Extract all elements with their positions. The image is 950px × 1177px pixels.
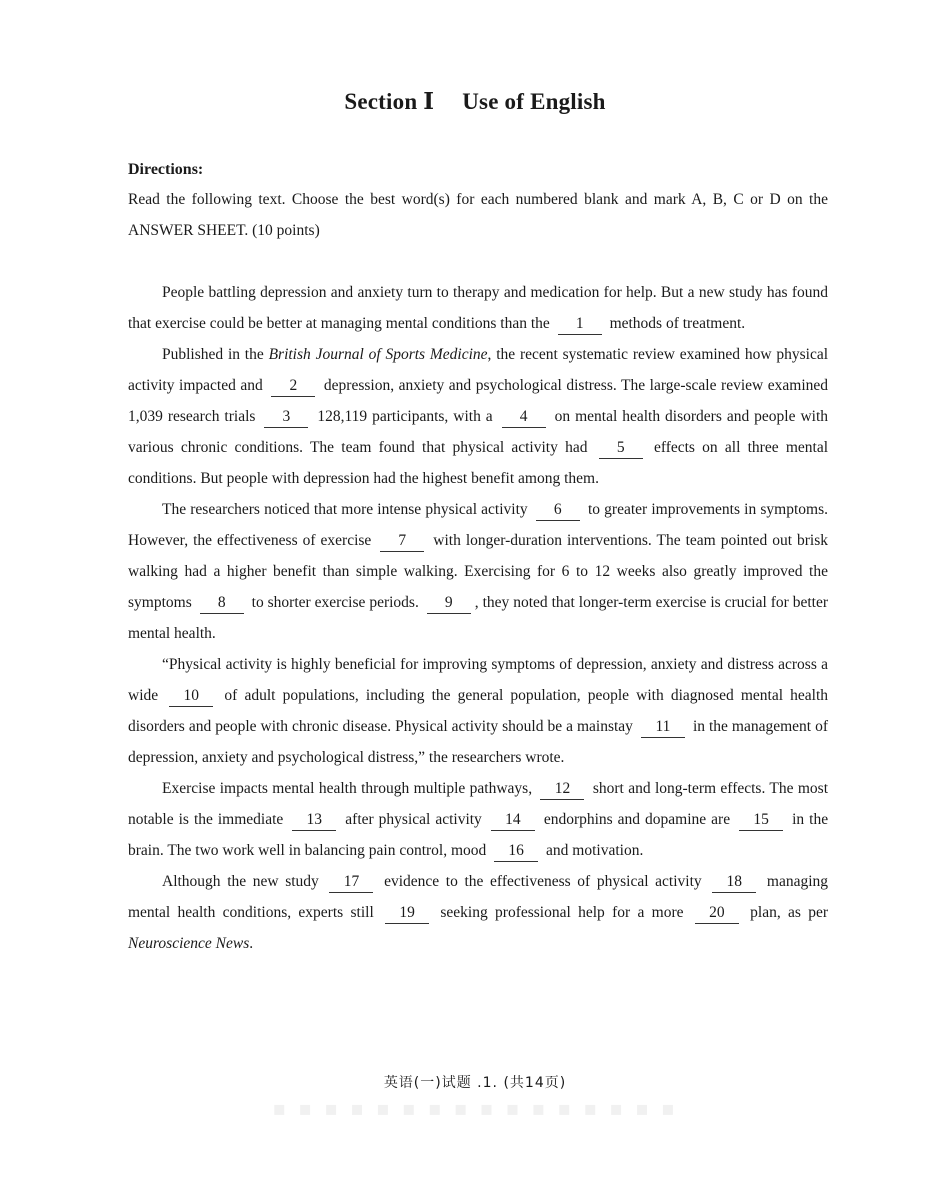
text: endorphins and dopamine are [543,811,731,828]
text: 128,119 participants, with a [317,408,493,425]
text: after physical activity [345,811,482,828]
text: , the recent systematic review examined how physical activity impacted and [128,346,829,394]
text: Exercise impacts mental health through multiple pathways, [162,780,533,797]
blank-14[interactable]: 14 [491,810,535,831]
blank-17[interactable]: 17 [329,872,373,893]
watermark: ▪ ▪ ▪ ▪ ▪ ▪ ▪ ▪ ▪ ▪ ▪ ▪ ▪ ▪ ▪ ▪ [272,1096,678,1120]
blank-13[interactable]: 13 [292,810,336,831]
page-footer: 英语(一)试题 .1. (共14页) [383,1075,567,1091]
exam-content [128,156,828,959]
text: on mental health disorders and people with various chronic conditions. The team found that physical activity had [128,408,829,456]
blank-11[interactable]: 11 [641,717,685,738]
blank-19[interactable]: 19 [385,903,429,924]
text: in the brain. The two work well in balancing pain control, mood [128,811,829,859]
paragraph-4 [128,649,828,773]
blank-5[interactable]: 5 [599,438,643,459]
text: “Physical activity is highly beneficial for improving symptoms of depression, anxiety and distress across a wide [128,656,828,704]
blank-1[interactable]: 1 [558,314,602,335]
directions-text: Read the following text. Choose the best word(s) for each numbered blank and mark A, B, C or D on the ANSWER SHEET. (10 points) [128,191,828,239]
blank-8[interactable]: 8 [200,593,244,614]
text: Published in the [162,346,264,363]
journal-name: British Journal of Sports Medicine [268,346,488,363]
text: effects on all three mental conditions. But people with depression had the highest benefit among them. [128,439,829,487]
blank-16[interactable]: 16 [494,841,538,862]
text: plan, as per [750,904,829,921]
source-name: Neuroscience News [128,935,250,952]
paragraph-6 [128,866,828,959]
text: and motivation. [546,842,644,859]
blank-15[interactable]: 15 [739,810,783,831]
text: managing mental health conditions, experts still [128,873,829,921]
blank-2[interactable]: 2 [271,376,315,397]
blank-3[interactable]: 3 [264,407,308,428]
paragraph-3 [128,494,828,649]
blank-18[interactable]: 18 [712,872,756,893]
blank-10[interactable]: 10 [169,686,213,707]
blank-6[interactable]: 6 [536,500,580,521]
text: to greater improvements in symptoms. However, the effectiveness of exercise [128,501,828,549]
directions-heading: Directions: [128,161,204,178]
paragraph-5 [128,773,828,866]
blank-20[interactable]: 20 [695,903,739,924]
text: . [249,935,254,952]
paragraph-1 [128,277,828,339]
paragraph-2 [128,339,828,494]
text: seeking professional help for a more [440,904,684,921]
page-title [0,88,950,115]
section-label: Section Ⅰ [344,89,435,114]
text: short and long-term effects. The most notable is the immediate [128,780,829,828]
text: methods of treatment. [609,315,746,332]
text: in the management of depression, anxiety and psychological distress,” the researchers wrote. [128,718,829,766]
text: , they noted that longer-term exercise is crucial for better mental health. [128,594,829,642]
text: of adult populations, including the general population, people with diagnosed mental health disorders and people with chronic disease. Physical activity should be a mainstay [128,687,829,735]
blank-12[interactable]: 12 [540,779,584,800]
text: evidence to the effectiveness of physical activity [384,873,702,890]
text: Although the new study [162,873,319,890]
text: with longer-duration interventions. The team pointed out brisk walking had a higher benefit than simple walking. Exercising for 6 to 12 weeks also greatly improved the symptoms [128,532,828,611]
text: The researchers noticed that more intense physical activity [162,501,528,518]
section-title: Use of English [462,89,606,114]
reading-passage [128,277,828,959]
text: People battling depression and anxiety turn to therapy and medication for help. But a new study has found that exercise could be better at managing mental conditions than the [128,284,828,332]
blank-7[interactable]: 7 [380,531,424,552]
text: depression, anxiety and psychological distress. The large-scale review examined 1,039 research trials [128,377,829,425]
text: to shorter exercise periods. [251,594,419,611]
blank-9[interactable]: 9 [427,593,471,614]
blank-4[interactable]: 4 [502,407,546,428]
